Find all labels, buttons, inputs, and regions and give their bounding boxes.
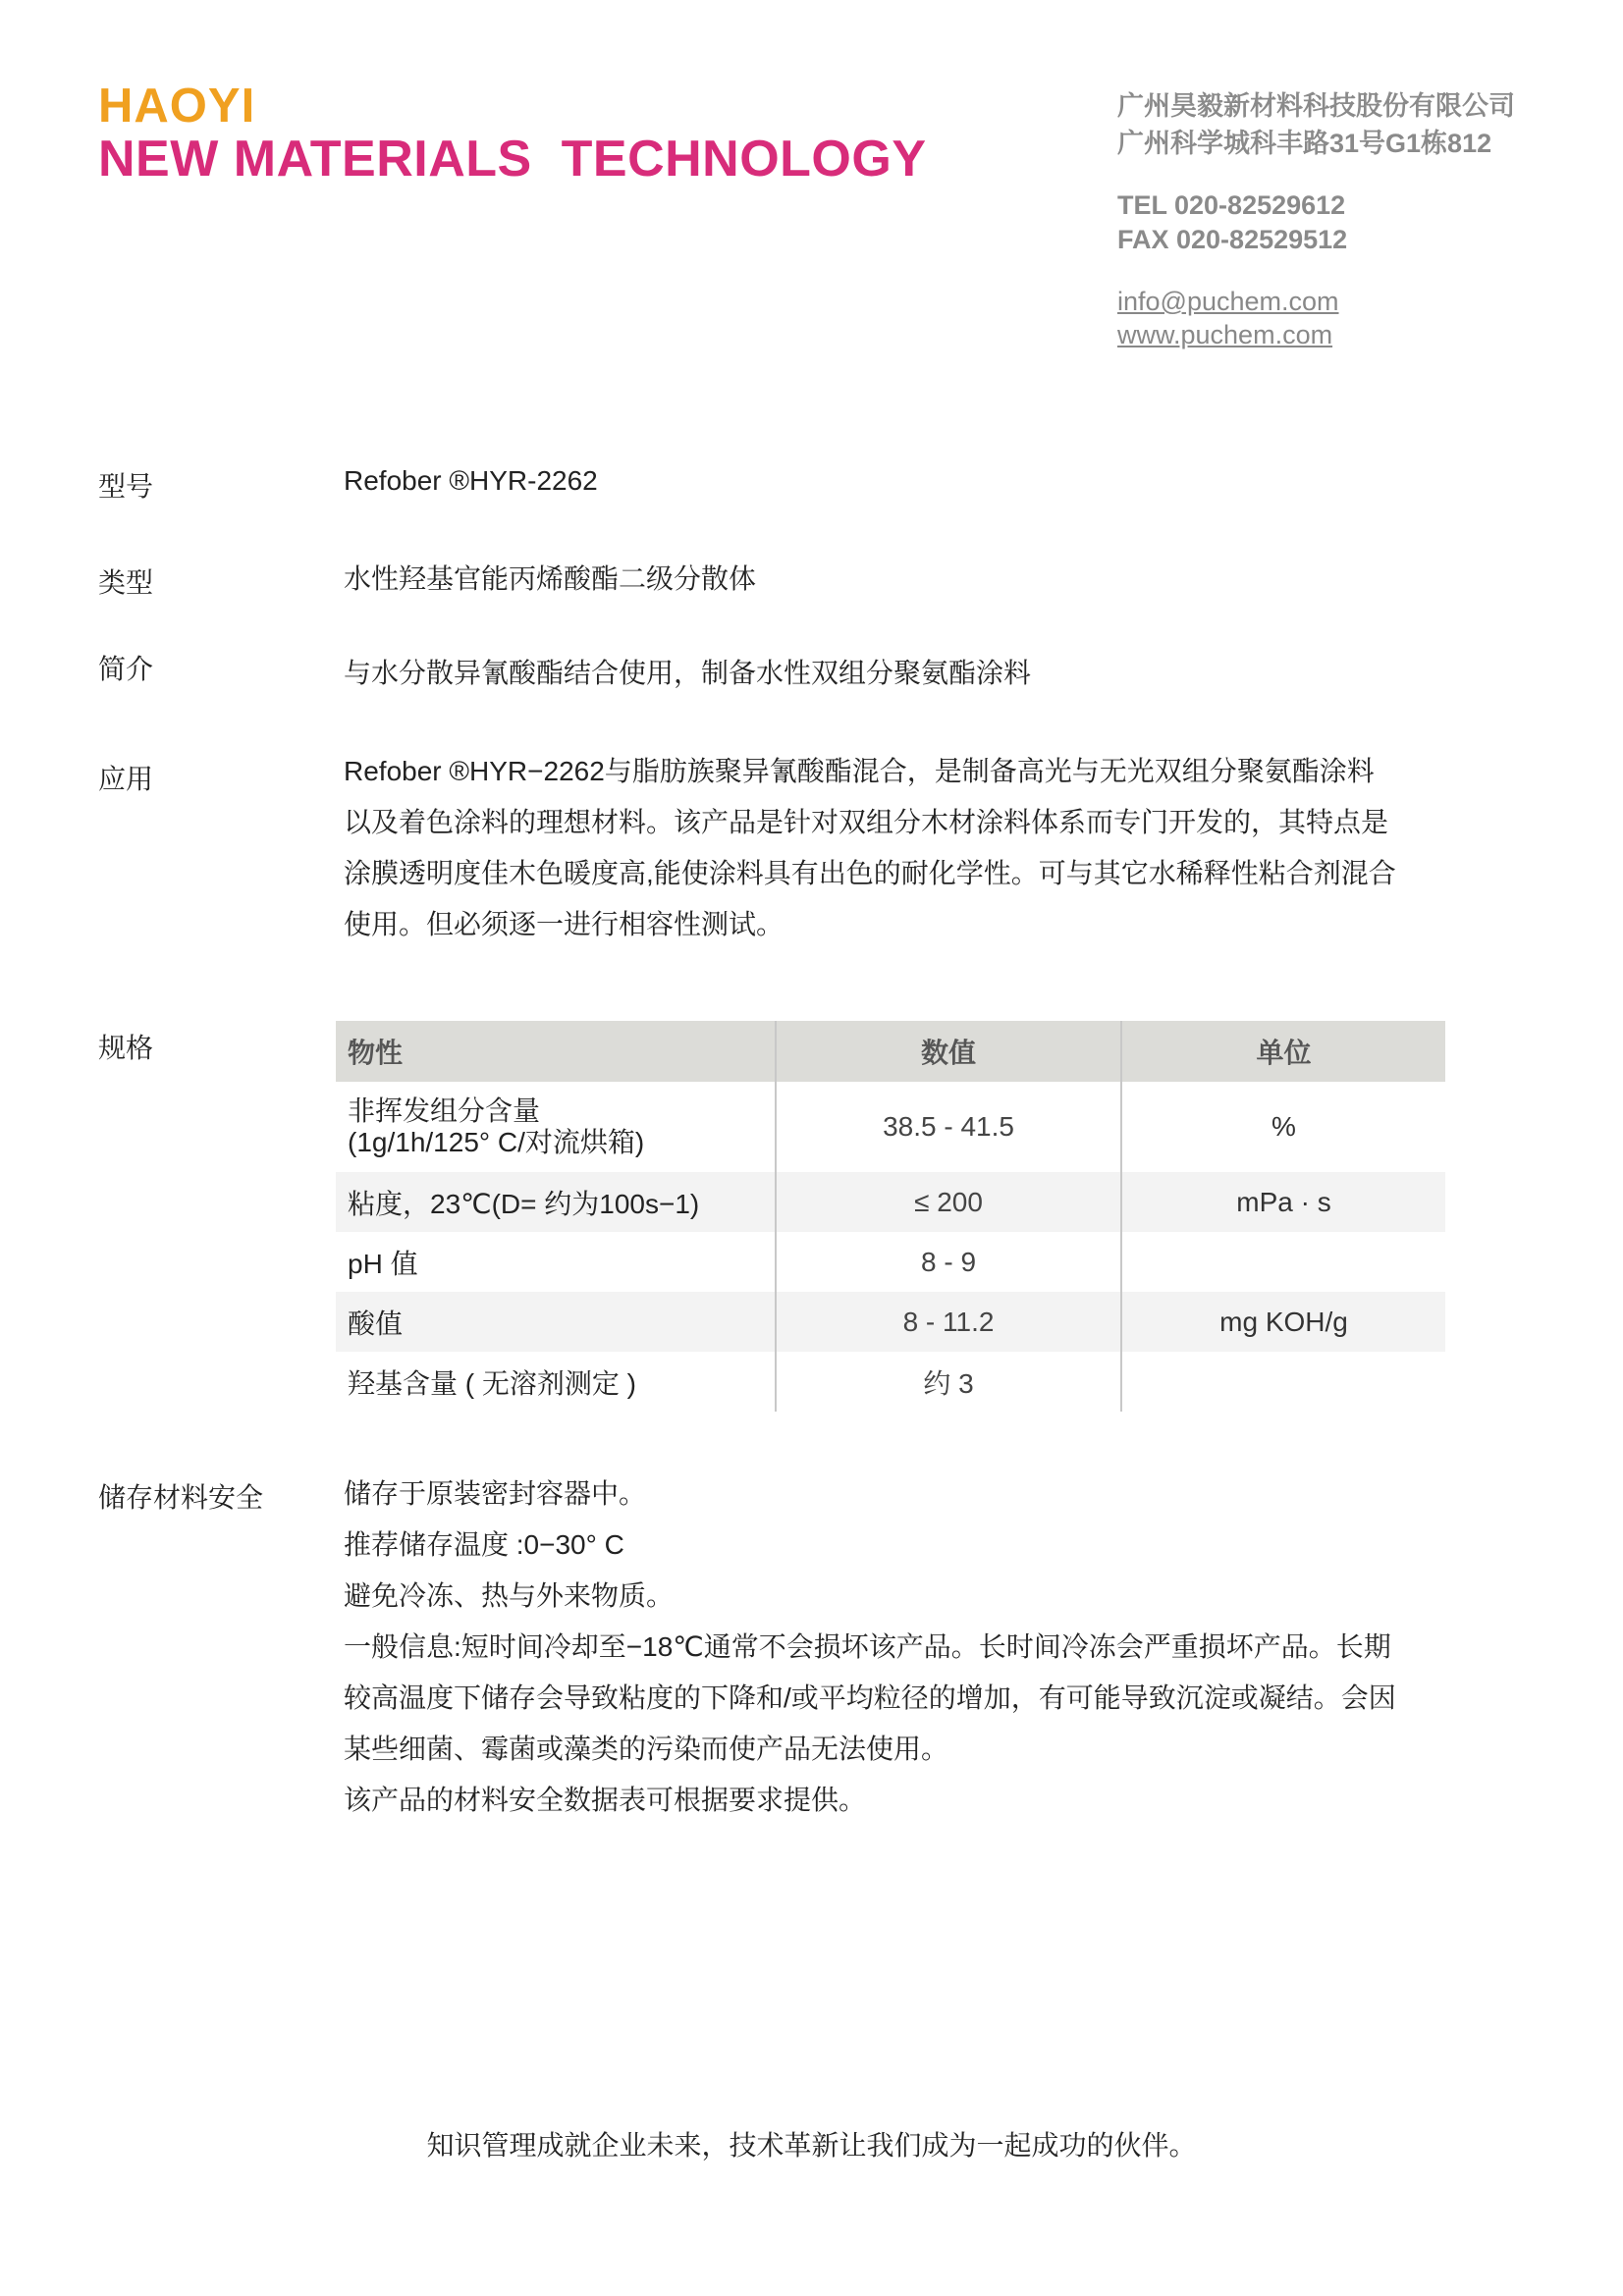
storage-line: 推荐储存温度 :0−30° C: [344, 1529, 624, 1560]
spec-unit: [1121, 1352, 1445, 1412]
storage-line: 较高温度下储存会导致粘度的下降和/或平均粒径的增加，有可能导致沉淀或凝结。会因: [344, 1682, 1396, 1713]
spec-row: [336, 1352, 1445, 1412]
type-label: 类型: [98, 567, 154, 598]
website-link[interactable]: www.puchem.com: [1117, 320, 1333, 349]
application-label: 应用: [98, 764, 154, 794]
spec-row: [336, 1082, 1445, 1172]
application-line: 使用。但必须逐一进行相容性测试。: [344, 909, 784, 939]
spec-header-unit: 单位: [1121, 1021, 1445, 1082]
spec-property: [336, 1082, 776, 1172]
spec-header-row: [336, 1021, 1445, 1082]
company-name: 广州昊毅新材料科技股份有限公司: [1117, 91, 1515, 121]
storage-line: 避免冷冻、热与外来物质。: [344, 1580, 675, 1611]
spec-property: 酸值: [336, 1292, 776, 1352]
phone-number: TEL 020-82529612: [1117, 190, 1346, 220]
spec-property: 羟基含量 ( 无溶剂测定 ): [336, 1352, 776, 1412]
storage-text: [344, 1468, 1404, 1826]
spec-unit: %: [1271, 1111, 1296, 1142]
brand-line-2: NEW MATERIALS TECHNOLOGY: [98, 131, 927, 187]
spec-unit: [1121, 1232, 1445, 1292]
spec-property-sub: (1g/1h/125° C/对流烘箱): [348, 1127, 645, 1157]
spec-unit: mPa · s: [1121, 1172, 1445, 1232]
spec-label: 规格: [98, 1033, 154, 1063]
spec-value: 8 - 9: [776, 1232, 1121, 1292]
spec-row: [336, 1292, 1445, 1352]
brand-line-1: HAOYI: [98, 80, 256, 133]
spec-table: [336, 1021, 1445, 1412]
spec-row: [336, 1232, 1445, 1292]
spec-row: [336, 1172, 1445, 1232]
spec-value: 8 - 11.2: [776, 1292, 1121, 1352]
application-line: 涂膜透明度佳木色暖度高,能使涂料具有出色的耐化学性。可与其它水稀释性粘合剂混合: [344, 858, 1396, 888]
storage-line: 储存于原装密封容器中。: [344, 1478, 647, 1509]
spec-property: 粘度，23℃(D= 约为100s−1): [336, 1172, 776, 1232]
application-line: Refober ®HYR−2262与脂肪族聚异氰酸酯混合，是制备高光与无光双组分聚氨酯涂料: [344, 756, 1375, 786]
intro-value: 与水分散异氰酸酯结合使用，制备水性双组分聚氨酯涂料: [344, 658, 1032, 688]
application-line: 以及着色涂料的理想材料。该产品是针对双组分木材涂料体系而专门开发的，其特点是: [344, 807, 1389, 837]
spec-header-value: 数值: [776, 1021, 1121, 1082]
model-label: 型号: [98, 471, 154, 502]
spec-property-main: 非挥发组分含量: [348, 1095, 541, 1126]
spec-value: 38.5 - 41.5: [776, 1082, 1121, 1172]
application-text: [344, 746, 1404, 950]
spec-header-property: 物性: [336, 1021, 776, 1082]
spec-value: ≤ 200: [776, 1172, 1121, 1232]
company-address: 广州科学城科丰路31号G1栋812: [1117, 129, 1492, 158]
footer-slogan: 知识管理成就企业未来，技术革新让我们成为一起成功的伙伴。: [426, 2130, 1197, 2161]
model-value: Refober ®HYR-2262: [344, 465, 598, 496]
spec-unit: mg KOH/g: [1121, 1292, 1445, 1352]
storage-line: 某些细菌、霉菌或藻类的污染而使产品无法使用。: [344, 1734, 949, 1764]
fax-number: FAX 020-82529512: [1117, 225, 1348, 254]
email-link[interactable]: info@puchem.com: [1117, 287, 1339, 316]
storage-line: 该产品的材料安全数据表可根据要求提供。: [344, 1785, 867, 1815]
spec-value: 约 3: [776, 1352, 1121, 1412]
intro-label: 简介: [98, 654, 154, 684]
type-value: 水性羟基官能丙烯酸酯二级分散体: [344, 563, 757, 594]
storage-label: 储存材料安全: [98, 1482, 264, 1513]
storage-line: 一般信息:短时间冷却至−18℃通常不会损坏该产品。长时间冷冻会严重损坏产品。长期: [344, 1631, 1391, 1662]
spec-property: pH 值: [336, 1232, 776, 1292]
